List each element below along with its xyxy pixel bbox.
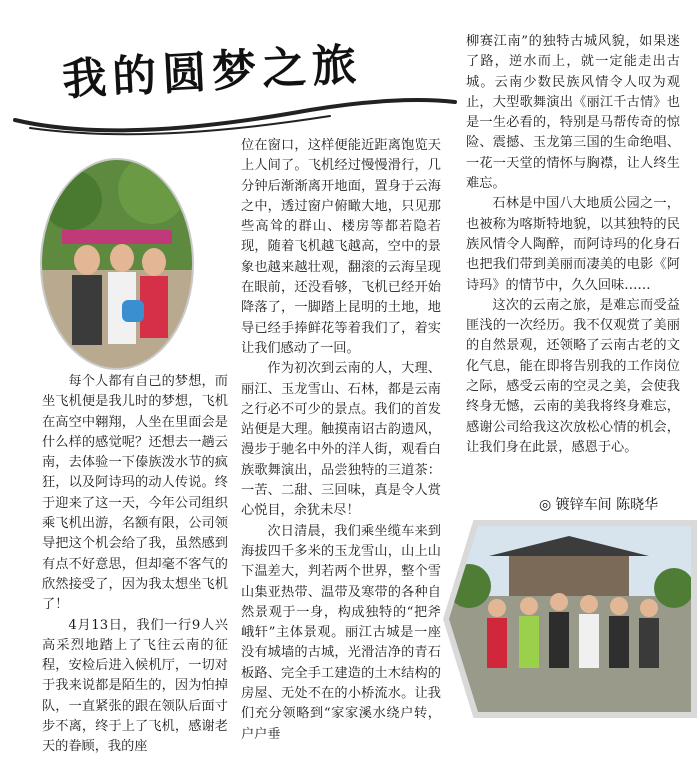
paragraph: 每个人都有自己的梦想，而坐飞机便是我儿时的梦想，飞机在高空中翱翔，人坐在里面会是什么样的感觉呢？还想去一趟云南，去体验一下傣族泼水节的疯狂，以及阿诗玛的动人传说。终于迎来了这一天，今年公司组织乘飞机出游，名额有限，公司领导把这个机会给了我，虽然感到有点不好意思，但却毫不客气的欣然接受了，因为我太想坐飞机了！ [42, 374, 228, 613]
paragraph: 4月13日，我们一行9人兴高采烈地踏上了飞往云南的征程，安检后进入候机厅，一切对于我来说都是陌生的，因为怕掉队，一直紧张的跟在领队后面寸步不离，终于上了飞机，感谢老天的眷顾，我的座 [42, 617, 228, 755]
article-column-3 [466, 32, 680, 458]
author-byline: ◎ 镀锌车间 陈晓华 [539, 497, 659, 513]
article-column-1 [42, 372, 228, 758]
article-column-2 [241, 136, 441, 745]
paragraph: 作为初次到云南的人，大理、丽江、玉龙雪山、石林，都是云南之行必不可少的景点。我们的首发站便是大理。触摸南诏古韵遗风，漫步于驰名中外的洋人街，观看白族歌舞演出，品尝独特的三道茶：一苦、二甜、三回味，真是令人赏心悦目，余犹未尽！ [241, 361, 441, 519]
page-title: 我的圆梦之旅 [61, 39, 364, 106]
paragraph: 石林是中国八大地质公园之一，也被称为喀斯特地貌，以其独特的民族风情令人陶醉，而阿诗玛的化身石也把我们带到美丽而凄美的电影《阿诗玛》的情节中，久久回味…… [466, 196, 680, 293]
group-photo-bottom [449, 526, 691, 712]
title-swoosh-decoration [10, 70, 460, 140]
paragraph: 次日清晨，我们乘坐缆车来到海拔四千多米的玉龙雪山，山上山下温差大，判若两个世界，整个雪山集亚热带、温带及寒带的各种自然景观于一身，构成独特的“把斧峨轩”主体景观。丽江古城是一座没有城墙的古城，光滑洁净的青石板路、完全手工建造的土木结构的房屋、无处不在的小桥流水。让我们充分领略到“家家溪水绕户转，户户垂 [241, 523, 441, 742]
paragraph: 位在窗口，这样便能近距离饱览天上人间了。飞机经过慢慢滑行，几分钟后渐渐离开地面，置身于云海之中，透过窗户俯瞰大地，只见那些高耸的群山、楼房等都若隐若现，随着飞机越飞越高，空中的景象也越来越壮观，翻滚的云海呈现在眼前，还没看够，飞机已经开始降落了，一脚踏上昆明的土地，地导已经手捧鲜花等着我们了，着实让我们感动了一回。 [241, 138, 441, 356]
paragraph: 这次的云南之旅，是难忘而受益匪浅的一次经历。我不仅观赏了美丽的自然景观，还领略了云南古老的文化气息，能在即将告别我的工作岗位之际，感受云南的空灵之美，会使我终身无憾，云南的美我将终身难忘，感谢公司给我这次放松心情的机会，让我们身在此景，感恩于心。 [466, 297, 680, 455]
paragraph: 柳赛江南”的独特古城风貌，如果迷了路，逆水而上，就一定能走出古城。云南少数民族风情令人叹为观止，大型歌舞演出《丽江千古情》也是一生必看的，特别是马帮传奇的惊险、震撼、玉龙第三国的生命绝唱、一花一天堂的情怀与胸襟，让人终生难忘。 [466, 34, 680, 192]
group-photo-top [40, 158, 194, 370]
